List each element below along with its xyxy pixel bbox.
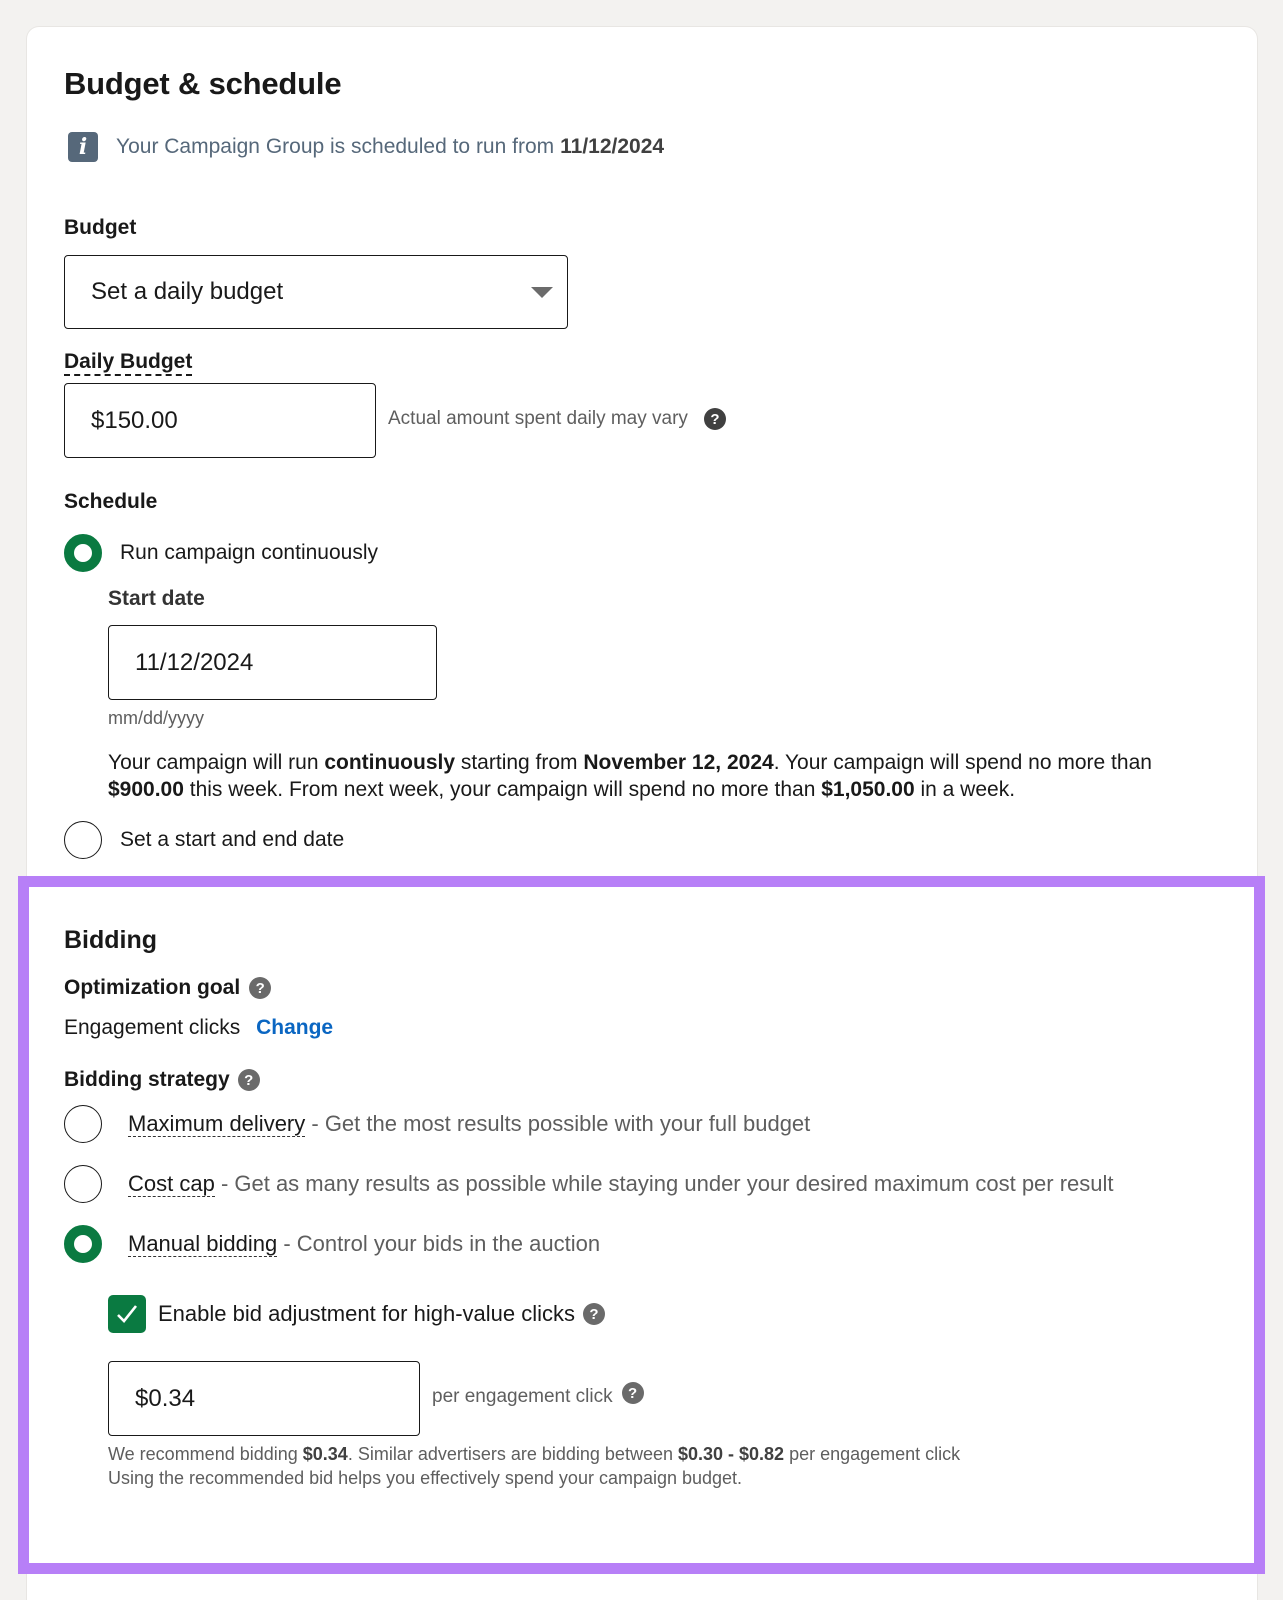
question-circle-icon[interactable]: ? — [583, 1303, 605, 1325]
checkmark-icon — [115, 1302, 139, 1326]
info-banner-date: 11/12/2024 — [560, 135, 665, 158]
budget-label: Budget — [64, 216, 137, 239]
radio-unselected[interactable] — [64, 1105, 102, 1143]
question-circle-icon[interactable]: ? — [238, 1069, 260, 1091]
bid-recommendation: We recommend bidding $0.34. Similar advertisers are bidding between $0.30 - $0.82 per engagement click Using the recommended bid helps you effectively spend your campaign budget. — [108, 1444, 961, 1488]
optimization-goal-label: Optimization goal ? — [64, 976, 271, 1000]
checkbox-checked[interactable] — [108, 1295, 146, 1333]
change-goal-link[interactable]: Change — [256, 1016, 334, 1039]
bidding-title: Bidding — [64, 926, 158, 954]
question-circle-icon[interactable]: ? — [622, 1382, 644, 1404]
optimization-goal-value: Engagement clicks — [64, 1016, 241, 1039]
schedule-summary: Your campaign will run continuously starting from November 12, 2024. Your campaign will spend no more than $900.00 this week. From next week, your campaign will spend no more than $1,050.00 in a week. — [108, 751, 1152, 801]
section-title: Budget & schedule — [64, 66, 342, 101]
schedule-option-continuous[interactable]: Run campaign continuously — [64, 534, 378, 572]
start-date-label: Start date — [108, 587, 205, 610]
bid-adjustment-checkbox-row[interactable]: Enable bid adjustment for high-value clicks ? — [108, 1295, 605, 1333]
bidding-strategy-label: Bidding strategy ? — [64, 1068, 260, 1092]
budget-type-value: Set a daily budget — [91, 278, 284, 305]
info-banner-text: Your Campaign Group is scheduled to run from — [116, 135, 555, 158]
radio-selected[interactable] — [64, 1225, 102, 1263]
optimization-goal-row — [64, 1016, 333, 1040]
daily-budget-label[interactable]: Daily Budget — [64, 350, 192, 374]
question-circle-icon[interactable]: ? — [704, 408, 726, 430]
radio-unselected[interactable] — [64, 821, 102, 859]
bid-unit: per engagement click ? — [432, 1386, 644, 1408]
info-icon: i — [68, 132, 98, 162]
bidding-option-cost-cap[interactable]: Cost cap - Get as many results as possible while staying under your desired maximum cost per result — [64, 1165, 1114, 1203]
date-format-hint: mm/dd/yyyy — [108, 708, 205, 728]
question-circle-icon[interactable]: ? — [249, 977, 271, 999]
budget-type-select[interactable] — [64, 255, 568, 329]
radio-selected[interactable] — [64, 534, 102, 572]
schedule-option-start-end[interactable]: Set a start and end date — [64, 821, 344, 859]
start-date-input[interactable]: 11/12/2024 — [108, 625, 437, 700]
chevron-down-icon — [531, 287, 553, 298]
daily-budget-hint: Actual amount spent daily may vary ? — [388, 408, 726, 430]
bid-amount-input[interactable]: $0.34 — [108, 1361, 420, 1436]
daily-budget-input[interactable]: $150.00 — [64, 383, 376, 458]
bidding-option-maximum-delivery[interactable]: Maximum delivery - Get the most results possible with your full budget — [64, 1105, 810, 1143]
bidding-option-manual-bidding[interactable]: Manual bidding - Control your bids in the auction — [64, 1225, 600, 1263]
schedule-label: Schedule — [64, 490, 158, 513]
radio-unselected[interactable] — [64, 1165, 102, 1203]
schedule-info-banner — [68, 132, 664, 162]
